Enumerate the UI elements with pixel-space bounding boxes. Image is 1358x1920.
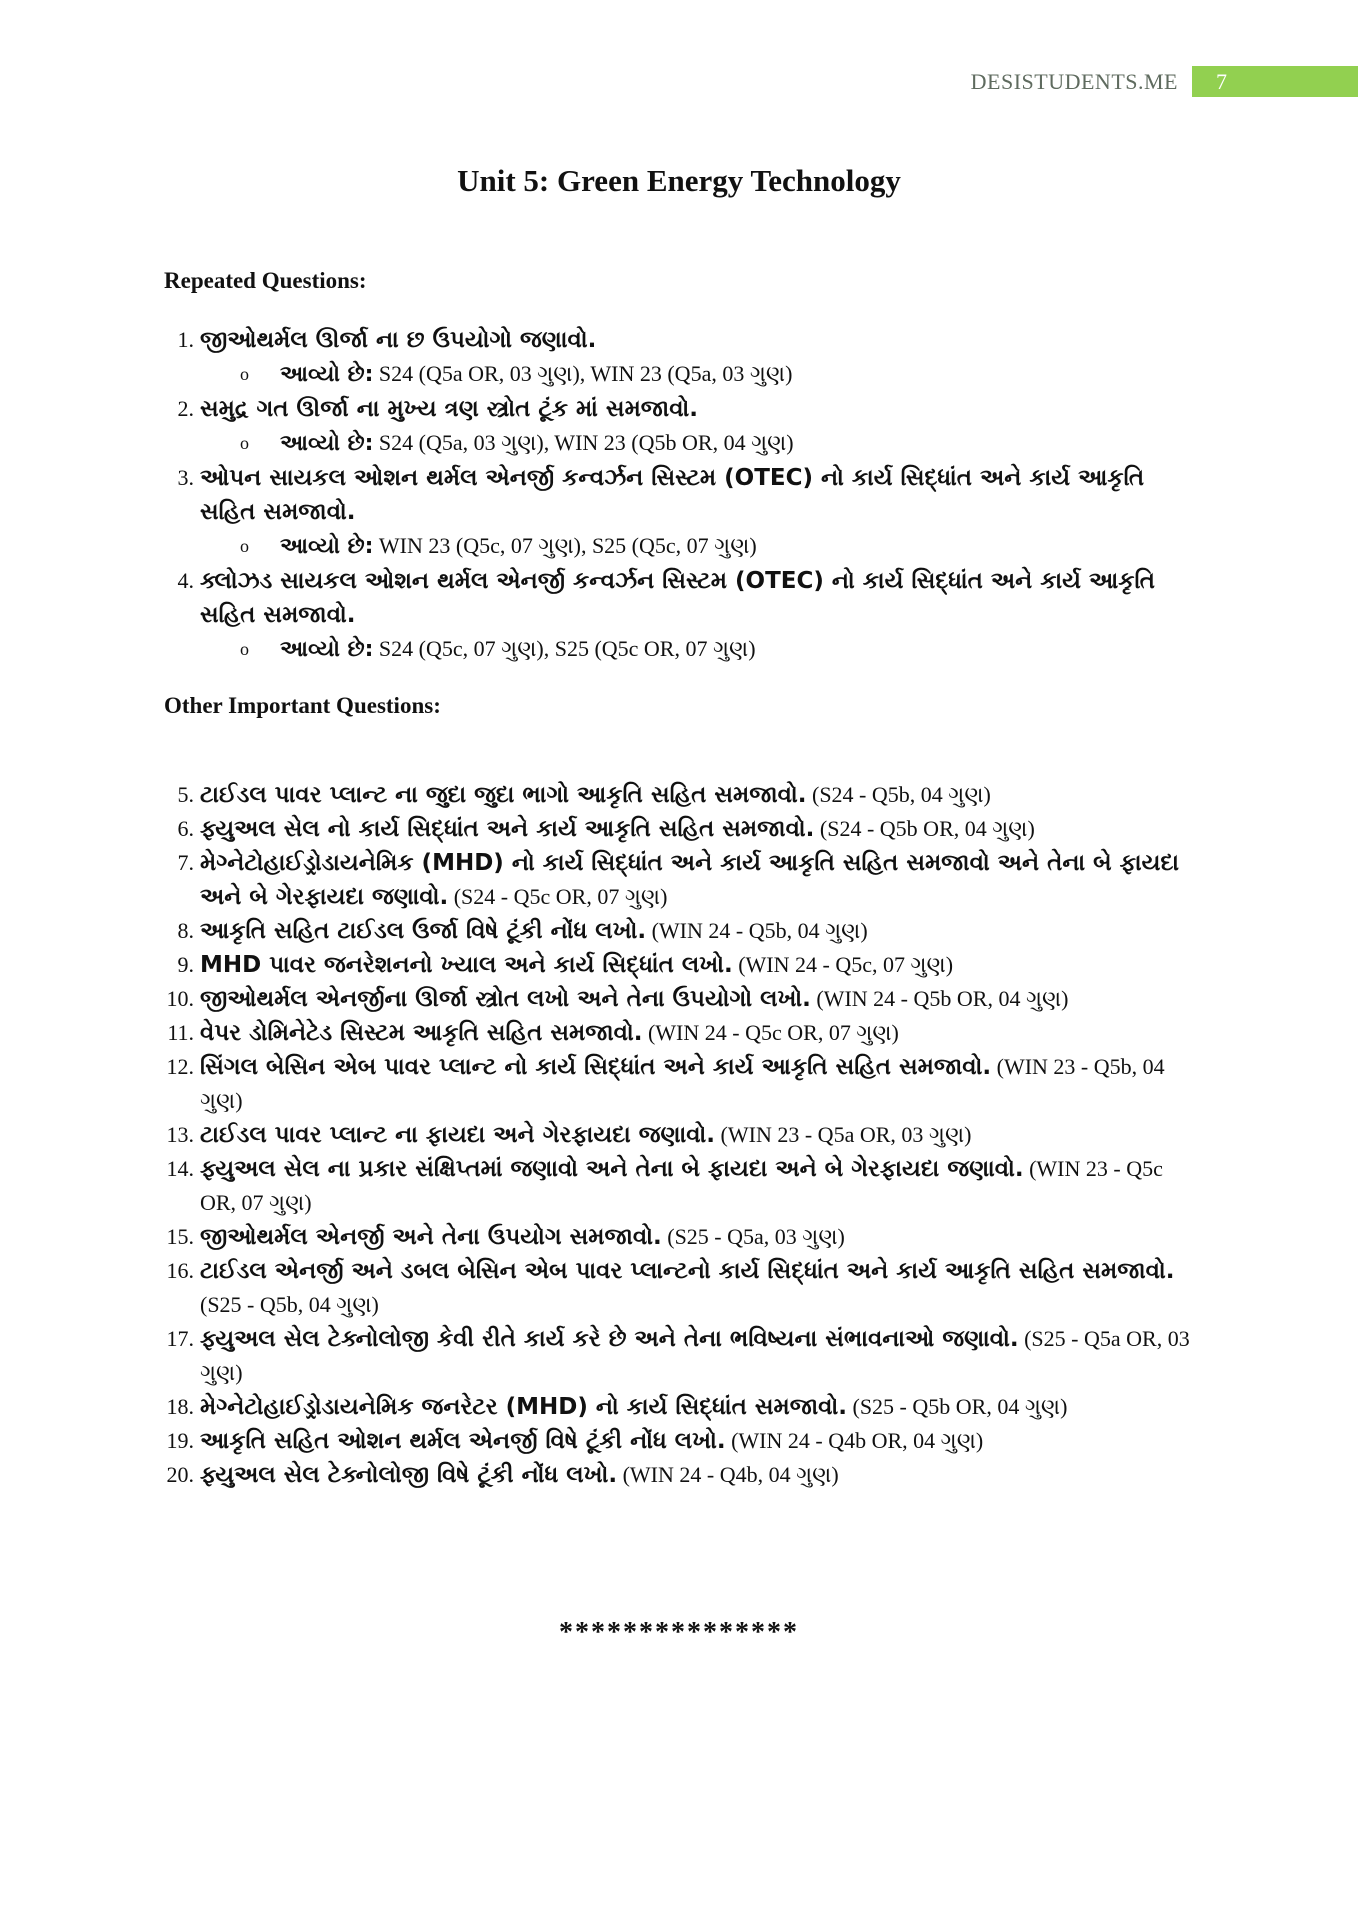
question-text: ફ્યુઅલ સેલ ટેક્નોલોજી વિષે ટૂંકી નોંધ લખો. (200, 1462, 618, 1488)
appeared-exams: WIN 23 (Q5c, 07 ગુણ), S25 (Q5c, 07 ગુણ) (373, 533, 757, 558)
question-number: 12. (166, 1054, 194, 1079)
question-number: 17. (166, 1326, 194, 1351)
appeared-exams: S24 (Q5a, 03 ગુણ), WIN 23 (Q5b OR, 04 ગુણ) (373, 430, 794, 455)
question-item (167, 1016, 1200, 1050)
question-reference: (WIN 24 - Q4b OR, 04 ગુણ) (725, 1428, 984, 1453)
question-item (166, 1254, 1200, 1322)
question-reference: (S24 - Q5b OR, 04 ગુણ) (814, 816, 1035, 841)
question-text: મેગ્નેટોહાઈડ્રોડાયનેમિક જનરેટર (MHD) નો કાર્ય સિદ્ધાંત સમજાવો. (200, 1394, 847, 1420)
appeared-in (200, 426, 1200, 461)
question-item (166, 1220, 1200, 1254)
question-text: મેગ્નેટોહાઈડ્રોડાયનેમિક (MHD) નો કાર્ય સિદ્ધાંત અને કાર્ય આકૃતિ સહિત સમજાવો અને તેના બે ફાયદા અને બે ગેરફાયદા જણાવો. (200, 850, 1179, 910)
question-number: 6. (177, 816, 194, 841)
question-reference: (S25 - Q5a OR, 03 ગુણ) (200, 1326, 1190, 1385)
question-reference: (S25 - Q5b OR, 04 ગુણ) (847, 1394, 1068, 1419)
question-item (177, 564, 1200, 667)
question-reference: (WIN 24 - Q4b, 04 ગુણ) (617, 1462, 839, 1487)
question-item (177, 948, 1200, 982)
circle-bullet-icon: o (240, 639, 249, 659)
appeared-label: આવ્યો છે: (280, 534, 374, 559)
question-item (166, 1118, 1200, 1152)
page-header (971, 66, 1358, 97)
question-number: 5. (177, 782, 194, 807)
question-number: 10. (166, 986, 194, 1011)
question-text: ફ્યુઅલ સેલ ટેક્નોલોજી કેવી રીતે કાર્ય કરે છે અને તેના ભવિષ્યના સંભાવનાઓ જણાવો. (200, 1326, 1019, 1352)
question-text: આકૃતિ સહિત ઓશન થર્મલ એનર્જી વિષે ટૂંકી નોંધ લખો. (200, 1428, 726, 1454)
question-item (177, 778, 1200, 812)
question-item (177, 914, 1200, 948)
question-text: ટાઈડલ પાવર પ્લાન્ટ ના ફાયદા અને ગેરફાયદા જણાવો. (200, 1122, 716, 1148)
question-text: ઓપન સાયકલ ઓશન થર્મલ એનર્જી કન્વર્ઝન સિસ્ટમ (OTEC) નો કાર્ય સિદ્ધાંત અને કાર્ય આકૃતિ સહિત સમજાવો. (200, 465, 1145, 525)
question-reference: (S25 - Q5a, 03 ગુણ) (661, 1224, 845, 1249)
appeared-label: આવ્યો છે: (280, 362, 374, 387)
question-number: 4. (177, 568, 194, 593)
question-number: 11. (167, 1020, 194, 1045)
question-reference: (WIN 24 - Q5b, 04 ગુણ) (646, 918, 868, 943)
question-number: 16. (166, 1258, 194, 1283)
question-reference: (S25 - Q5b, 04 ગુણ) (200, 1292, 379, 1317)
question-item (166, 1152, 1200, 1220)
question-text: ફ્યુઅલ સેલ નો કાર્ય સિદ્ધાંત અને કાર્ય આકૃતિ સહિત સમજાવો. (200, 816, 815, 842)
question-item (166, 1390, 1200, 1424)
question-text: ફ્યુઅલ સેલ ના પ્રકાર સંક્ષિપ્તમાં જણાવો અને તેના બે ફાયદા અને બે ગેરફાયદા જણાવો. (200, 1156, 1024, 1182)
question-reference: (WIN 24 - Q5c, 07 ગુણ) (732, 952, 954, 977)
circle-bullet-icon: o (240, 536, 249, 556)
question-number: 15. (166, 1224, 194, 1249)
question-item (166, 1458, 1200, 1492)
question-reference: (WIN 24 - Q5c OR, 07 ગુણ) (642, 1020, 899, 1045)
question-number: 8. (177, 918, 194, 943)
appeared-exams: S24 (Q5a OR, 03 ગુણ), WIN 23 (Q5a, 03 ગુણ) (373, 361, 793, 386)
repeated-questions-heading: Repeated Questions: (164, 268, 367, 293)
question-number: 14. (166, 1156, 194, 1181)
question-text: વેપર ડોમિનેટેડ સિસ્ટમ આકૃતિ સહિત સમજાવો. (200, 1020, 643, 1046)
question-item (166, 1424, 1200, 1458)
question-number: 7. (177, 850, 194, 875)
question-item (177, 323, 1200, 392)
question-text: જીઓથર્મલ એનર્જીના ઊર્જા સ્ત્રોત લખો અને તેના ઉપયોગો લખો. (200, 986, 811, 1012)
appeared-in (200, 529, 1200, 564)
question-number: 9. (177, 952, 194, 977)
question-number: 1. (177, 327, 194, 352)
question-item (166, 1050, 1200, 1118)
question-reference: (WIN 23 - Q5b, 04 ગુણ) (200, 1054, 1165, 1113)
question-reference: (S24 - Q5b, 04 ગુણ) (806, 782, 991, 807)
question-reference: (WIN 24 - Q5b OR, 04 ગુણ) (810, 986, 1069, 1011)
question-reference: (S24 - Q5c OR, 07 ગુણ) (448, 884, 668, 909)
question-item (177, 846, 1200, 914)
question-reference: (WIN 23 - Q5a OR, 03 ગુણ) (715, 1122, 972, 1147)
question-number: 18. (166, 1394, 194, 1419)
question-number: 3. (177, 465, 194, 490)
question-number: 13. (166, 1122, 194, 1147)
appeared-label: આવ્યો છે: (280, 431, 374, 456)
question-reference: (WIN 23 - Q5c OR, 07 ગુણ) (200, 1156, 1163, 1215)
question-item (177, 392, 1200, 461)
question-number: 2. (177, 396, 194, 421)
question-text: સિંગલ બેસિન એબ પાવર પ્લાન્ટ નો કાર્ય સિદ્ધાંત અને કાર્ય આકૃતિ સહિત સમજાવો. (200, 1054, 992, 1080)
question-number: 20. (166, 1462, 194, 1487)
question-item (166, 1322, 1200, 1390)
page-title: Unit 5: Green Energy Technology (457, 163, 901, 198)
other-questions-heading: Other Important Questions: (164, 693, 441, 718)
circle-bullet-icon: o (240, 364, 249, 384)
question-text: ટાઈડલ એનર્જી અને ડબલ બેસિન એબ પાવર પ્લાન્ટનો કાર્ય સિદ્ધાંત અને કાર્ય આકૃતિ સહિત સમજાવો. (200, 1258, 1175, 1284)
question-text: જીઓથર્મલ ઊર્જા ના છ ઉપયોગો જણાવો. (200, 327, 597, 353)
question-text: ટાઈડલ પાવર પ્લાન્ટ ના જુદા જુદા ભાગો આકૃતિ સહિત સમજાવો. (200, 782, 807, 808)
page-number-badge: 7 (1192, 66, 1358, 97)
question-text: જીઓથર્મલ એનર્જી અને તેના ઉપયોગ સમજાવો. (200, 1224, 662, 1250)
question-text: ક્લોઝડ સાયકલ ઓશન થર્મલ એનર્જી કન્વર્ઝન સિસ્ટમ (OTEC) નો કાર્ય સિદ્ધાંત અને કાર્ય આકૃતિ સહિત સમજાવો. (200, 568, 1155, 628)
other-questions-list (166, 778, 1200, 1492)
appeared-exams: S24 (Q5c, 07 ગુણ), S25 (Q5c OR, 07 ગુણ) (373, 636, 756, 661)
end-separator: *************** (559, 1617, 799, 1648)
question-item (166, 982, 1200, 1016)
question-text: MHD પાવર જનરેશનનો ખ્યાલ અને કાર્ય સિદ્ધાંત લખો. (200, 952, 733, 978)
appeared-in (200, 632, 1200, 667)
question-item (177, 461, 1200, 564)
circle-bullet-icon: o (240, 433, 249, 453)
site-name: DESISTUDENTS.ME (970, 68, 1178, 94)
question-text: સમુદ્ર ગત ઊર્જા ના મુખ્ય ત્રણ સ્ત્રોત ટૂંક માં સમજાવો. (200, 396, 699, 422)
question-number: 19. (166, 1428, 194, 1453)
appeared-label: આવ્યો છે: (280, 637, 374, 662)
repeated-questions-list (177, 323, 1200, 667)
question-item (177, 812, 1200, 846)
appeared-in (200, 357, 1200, 392)
question-text: આકૃતિ સહિત ટાઈડલ ઉર્જા વિષે ટૂંકી નોંધ લખો. (200, 918, 647, 944)
